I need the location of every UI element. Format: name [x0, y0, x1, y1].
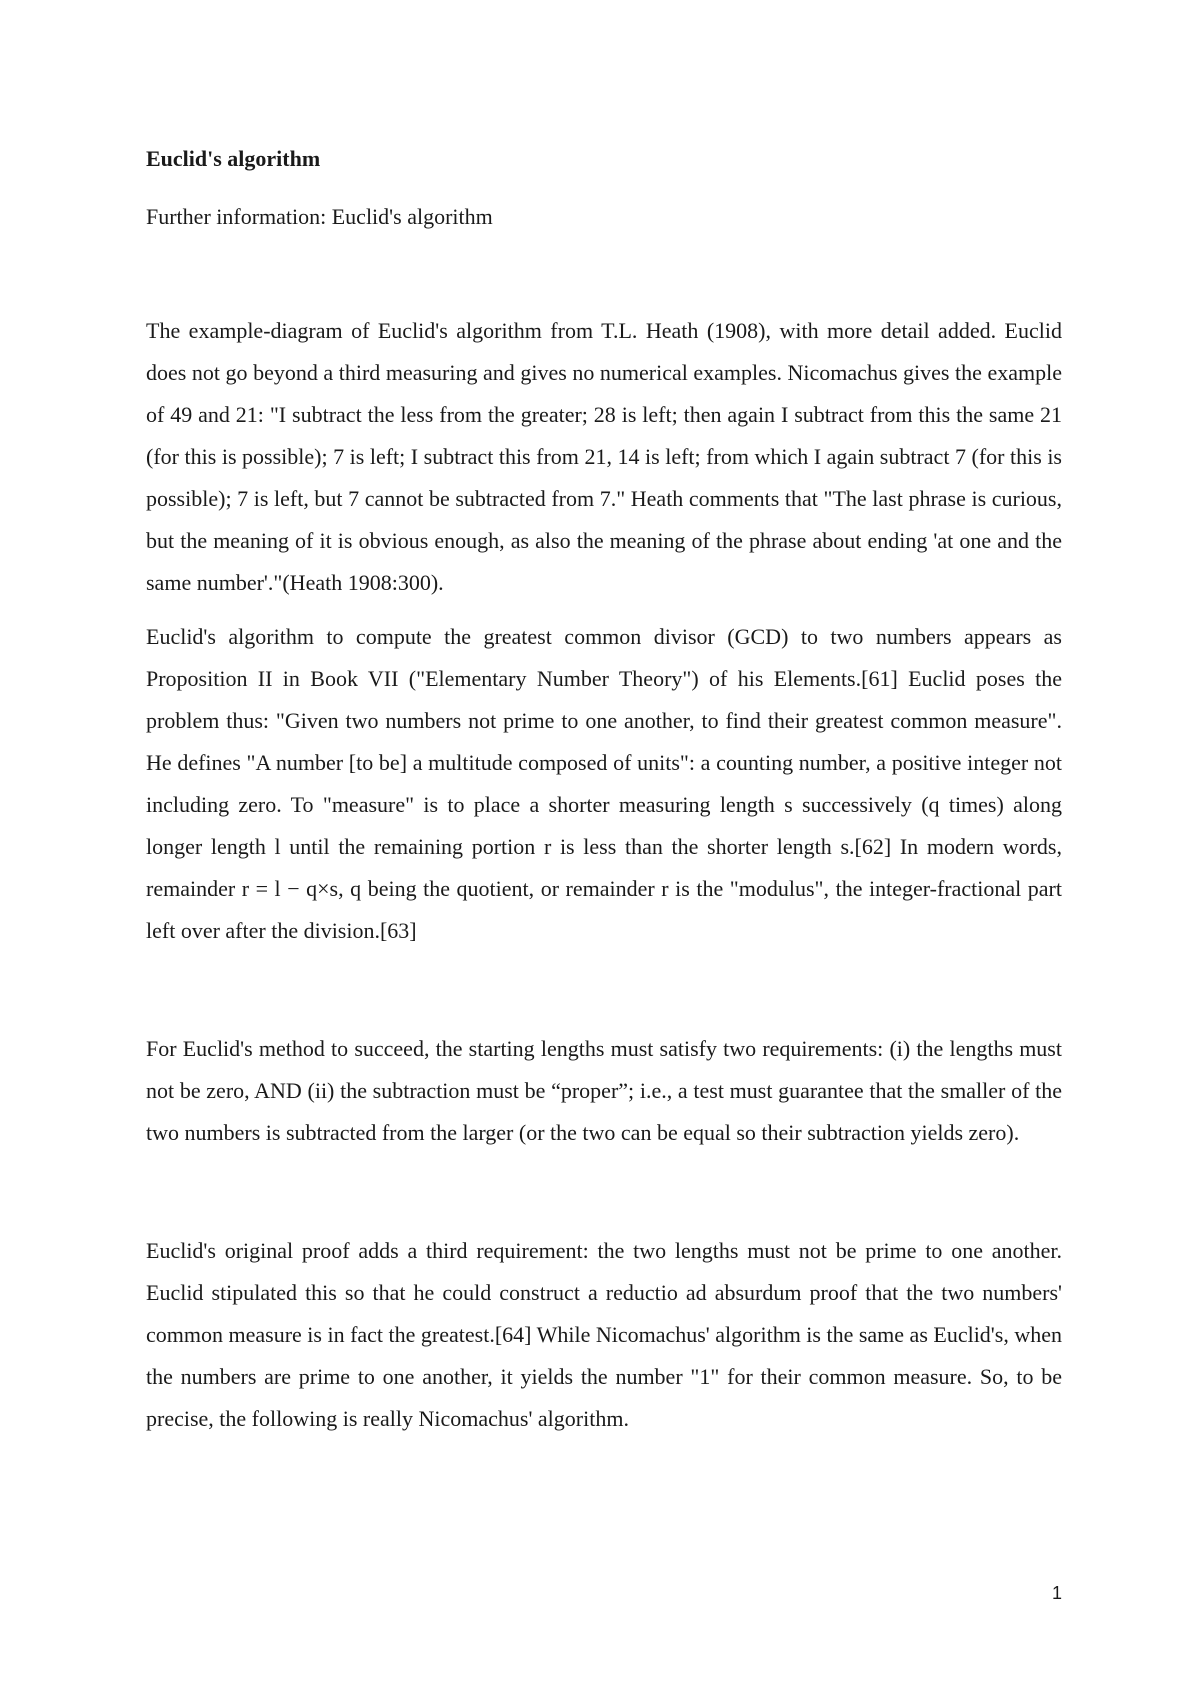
paragraph-heath-example: The example-diagram of Euclid's algorithm from T.L. Heath (1908), with more detail added. Euclid does not go beyond a third measuring and gives no numerical examples. Nicomachus gives the example of 49 and 21: "I subtract the less from the greater; 28 is left; then again I subtract from this the same 21 (for this is possible); 7 is left; I subtract this from 21, 14 is left; from which I again subtract 7 (for this is possible); 7 is left, but 7 cannot be subtracted from 7." Heath comments that "The last phrase is curious, but the meaning of it is obvious enough, as also the meaning of the phrase about ending 'at one and the same number'."(Heath 1908:300).: [146, 318, 1062, 595]
further-information-line: Further information: Euclid's algorithm: [146, 204, 493, 229]
paragraph-original-proof: Euclid's original proof adds a third requirement: the two lengths must not be prime to one another. Euclid stipulated this so that he could construct a reductio ad absurdum proof that the two numbers' common measure is in fact the greatest.[64] While Nicomachus' algorithm is the same as Euclid's, when the numbers are prime to one another, it yields the number "1" for their common measure. So, to be precise, the following is really Nicomachus' algorithm.: [146, 1238, 1062, 1431]
paragraph-gcd-definition: Euclid's algorithm to compute the greatest common divisor (GCD) to two numbers appears as Proposition II in Book VII ("Elementary Number Theory") of his Elements.[61] Euclid poses the problem thus: "Given two numbers not prime to one another, to find their greatest common measure". He defines "A number [to be] a multitude composed of units": a counting number, a positive integer not including zero. To "measure" is to place a shorter measuring length s successively (q times) along longer length l until the remaining portion r is less than the shorter length s.[62] In modern words, remainder r = l − q×s, q being the quotient, or remainder r is the "modulus", the integer-fractional part left over after the division.[63]: [146, 624, 1062, 943]
section-heading: Euclid's algorithm: [146, 146, 321, 171]
paragraph-requirements: For Euclid's method to succeed, the starting lengths must satisfy two requirements: (i) the lengths must not be zero, AND (ii) the subtraction must be “proper”; i.e., a test must guarantee that the smaller of the two numbers is subtracted from the larger (or the two can be equal so their subtraction yields zero).: [146, 1036, 1062, 1145]
page-number: 1: [1051, 1583, 1062, 1603]
document-body: [146, 142, 1062, 1440]
